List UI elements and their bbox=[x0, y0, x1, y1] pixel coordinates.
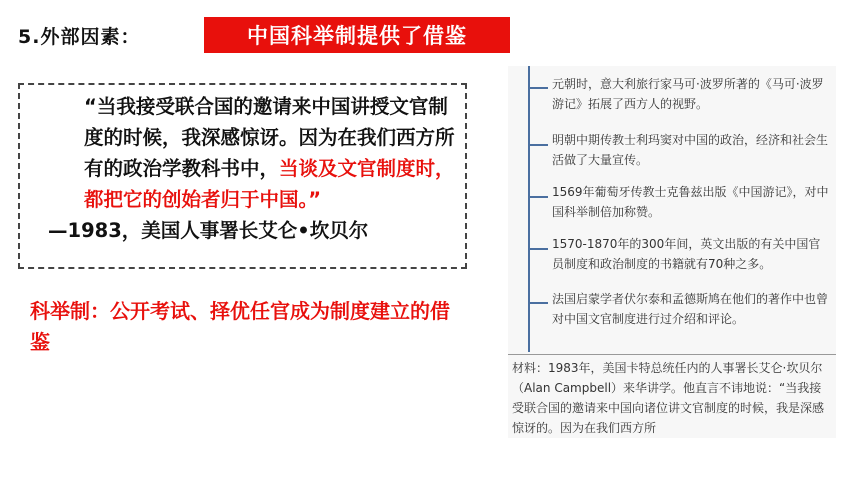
conclusion-text: 科举制：公开考试、择优任官成为制度建立的借鉴 bbox=[30, 299, 450, 354]
timeline-item: 法国启蒙学者伏尔泰和孟德斯鸠在他们的著作中也曾对中国文官制度进行过介绍和评论。 bbox=[552, 292, 829, 326]
timeline-item: 元朝时，意大利旅行家马可·波罗所著的《马可·波罗游记》拓展了西方人的视野。 bbox=[552, 77, 824, 111]
timeline-tick bbox=[530, 144, 548, 146]
quote-attribution: —1983，美国人事署长艾仑•坎贝尔 bbox=[48, 219, 369, 242]
timeline-tick bbox=[530, 302, 548, 304]
timeline-tick bbox=[530, 196, 548, 198]
timeline-tick bbox=[530, 248, 548, 250]
quote-box bbox=[18, 83, 467, 269]
timeline-divider bbox=[508, 354, 836, 355]
title-banner: 中国科举制提供了借鉴 bbox=[204, 17, 510, 53]
timeline-item: 1570-1870年的300年间，英文出版的有关中国官员制度和政治制度的书籍就有70种之多。 bbox=[552, 237, 821, 271]
timeline-spine bbox=[528, 66, 530, 352]
section-heading: 5.外部因素： bbox=[18, 26, 141, 48]
timeline-panel bbox=[508, 66, 836, 438]
quote-text bbox=[26, 91, 457, 215]
timeline-item: 明朝中期传教士利玛窦对中国的政治，经济和社会生活做了大量宣传。 bbox=[552, 133, 829, 167]
quote-part1: “当我接受联合国的邀请来中国讲授文官制度的时候，我深感惊讶。因为在我们西方所有的政治学教科书中， bbox=[84, 95, 455, 180]
quote-part2-highlight: 当谈及文官制度时，都把它的创始者归于中国。” bbox=[84, 157, 455, 211]
timeline-tick bbox=[530, 87, 548, 89]
timeline-item: 1569年葡萄牙传教士克鲁兹出版《中国游记》，对中国科举制倍加称赞。 bbox=[552, 185, 829, 219]
material-text: 材料：1983年，美国卡特总统任内的人事署长艾仑·坎贝尔（Alan Campbell）来华讲学。他直言不讳地说：“当我接受联合国的邀请来中国向诸位讲文官制度的时候，我是深感惊讶的。因为在我们西方所 bbox=[512, 361, 825, 435]
